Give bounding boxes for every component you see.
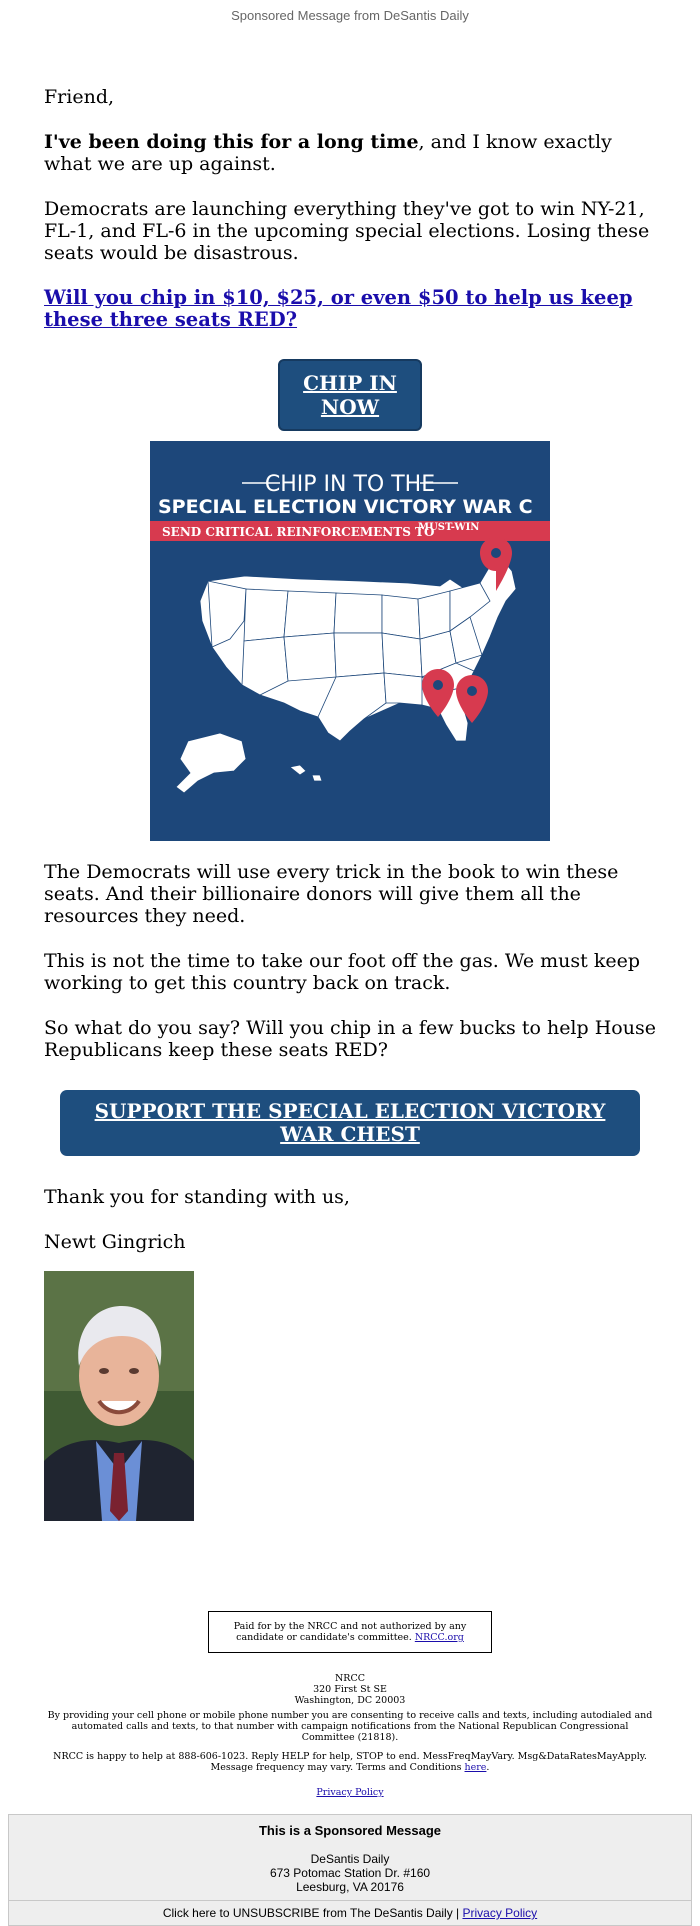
paragraph-3: The Democrats will use every trick in the book to win these seats. And their billionaire donors will give them all the resources they need. [44,861,619,927]
org-name: NRCC [334,1673,365,1684]
sponsor-box [8,1814,692,1926]
donate-ask-link[interactable]: Will you chip in $10, $25, or even $50 to help us keep these three seats RED? [44,286,633,331]
consent-text: By providing your cell phone or mobile phone number you are consenting to receive calls and texts, including autodialed and automated calls and texts, to that number with campaign notifications from the National Republican Congressional Committee (21818). [47,1710,653,1743]
help-text: NRCC is happy to help at 888-606-1023. Reply HELP for help, STOP to end. MessFreqMayVary. Msg&DataRatesMayApply. Message frequency may vary. Terms and Conditions here. [53,1751,647,1773]
paid-for-text: Paid for by the NRCC and not authorized by any candidate or candidate's committee. [233,1621,467,1643]
hero-banner-text: SEND CRITICAL REINFORCEMENTS TO [162,525,435,539]
unsubscribe-link[interactable]: Click here to UNSUBSCRIBE from The DeSantis Daily | [162,1906,463,1920]
closing-line: Thank you for standing with us, [44,1186,350,1208]
org-address [44,1673,656,1706]
sponsor-title: This is a Sponsored Message [258,1823,442,1838]
email-body [44,36,656,1653]
help-text-body: NRCC is happy to help at 888-606-1023. Reply HELP for help, STOP to end. MessFreqMayVary. Msg&DataRatesMayApply. Message frequency may vary. Terms and Conditions [53,1751,647,1773]
greeting: Friend, [44,86,115,108]
org-city: Washington, DC 20003 [294,1695,406,1706]
legal-footer [44,1673,656,1798]
newt-gingrich-photo [44,1271,194,1521]
unsubscribe-row [9,1900,691,1925]
hero-line-1: CHIP IN TO THE [264,472,436,497]
paragraph-1-rest: , and I know exactly what we are up against. [44,131,612,175]
privacy-policy-link[interactable]: Privacy Policy [316,1787,384,1798]
sponsor-name: DeSantis Daily [310,1852,390,1866]
org-street: 320 First St SE [313,1684,387,1695]
chip-button-wrap [44,359,656,431]
hero-line-2: SPECIAL ELECTION VICTORY WAR C [158,496,533,518]
paragraph-1 [44,131,656,175]
signature-name: Newt Gingrich [44,1231,186,1253]
hero-banner-suffix: MUST-WIN [418,522,480,533]
sponsored-header [0,0,700,36]
paragraph-1-bold: I've been doing this for a long time [44,131,419,153]
paragraph-2: Democrats are launching everything they've got to win NY-21, FL-1, and FL-6 in the upcoming special elections. Losing these seats would be disastrous. [44,198,650,264]
paragraph-5: So what do you say? Will you chip in a few bucks to help House Republicans keep these seats RED? [44,1017,656,1061]
sponsor-city: Leesburg, VA 20176 [296,1880,404,1894]
support-victory-button[interactable]: SUPPORT THE SPECIAL ELECTION VICTORY WAR CHEST [60,1090,640,1156]
terms-here-link[interactable]: here [464,1762,487,1773]
sponsor-address [9,1852,691,1900]
paid-for-box [208,1611,492,1653]
nrcc-link[interactable]: NRCC.org [414,1632,464,1643]
chip-in-now-button[interactable]: CHIP IN NOW [278,359,422,431]
hero-banner-image[interactable] [150,441,550,841]
paragraph-4: This is not the time to take our foot off the gas. We must keep working to get this country back on track. [44,950,640,994]
sponsor-privacy-link[interactable]: Privacy Policy [462,1906,538,1920]
sponsored-header-text: Sponsored Message from DeSantis Daily [231,8,469,23]
sponsor-street: 673 Potomac Station Dr. #160 [269,1866,431,1880]
privacy-wrap [44,1787,656,1798]
